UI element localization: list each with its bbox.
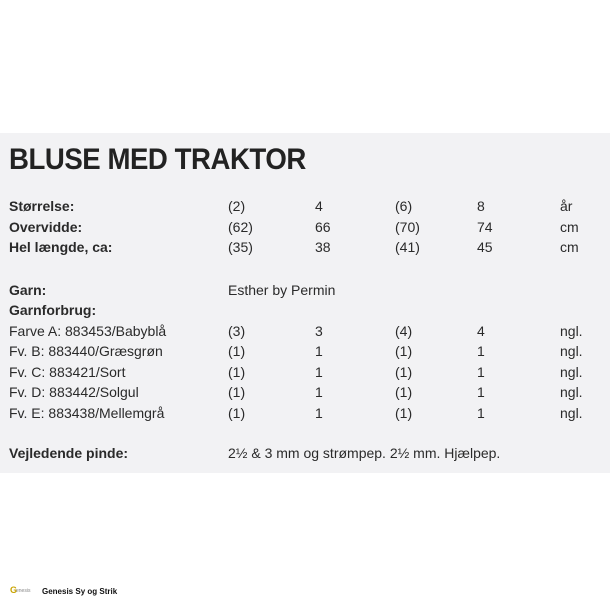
value: 1 [477,364,485,380]
value: 3 [315,323,323,339]
yarn-consumption-heading [0,300,610,320]
value: 45 [477,239,493,255]
value: (1) [228,405,246,421]
value: (1) [395,364,413,380]
value: (1) [395,405,413,421]
brand-name: Genesis Sy og Strik [42,586,118,596]
yarn-value: Esther by Permin [228,282,336,298]
row-label: Fv. D: 883442/Solgul [9,384,139,400]
value: 4 [315,198,323,214]
needles-row [0,443,610,463]
value: 1 [477,405,485,421]
value: 1 [315,384,323,400]
color-row [0,362,610,382]
value: 1 [315,364,323,380]
value: (1) [228,384,246,400]
unit: år [560,198,573,214]
row-label: Garn: [9,282,47,298]
row-label: Fv. C: 883421/Sort [9,364,126,380]
row-label: Vejledende pinde: [9,445,129,461]
yarn-row [0,280,610,300]
length-row [0,237,610,257]
unit: ngl. [560,384,583,400]
row-label: Størrelse: [9,198,75,214]
value: 38 [315,239,331,255]
value: 1 [315,343,323,359]
value: (1) [395,384,413,400]
value: (4) [395,323,413,339]
value: (2) [228,198,246,214]
value: (70) [395,219,420,235]
value: 74 [477,219,493,235]
needles-value: 2½ & 3 mm og strømpep. 2½ mm. Hjælpep. [228,445,501,461]
size-row [0,196,610,216]
value: (1) [228,364,246,380]
row-label: Hel længde, ca: [9,239,113,255]
color-row [0,403,610,423]
genesis-logo-icon: G enesis [10,584,31,595]
unit: ngl. [560,405,583,421]
value: (35) [228,239,253,255]
row-label: Overvidde: [9,219,83,235]
row-label: Fv. B: 883440/Græsgrøn [9,343,163,359]
value: 66 [315,219,331,235]
value: 4 [477,323,485,339]
pattern-title: BLUSE MED TRAKTOR [9,143,306,176]
color-row [0,382,610,402]
value: 1 [477,384,485,400]
value: 1 [315,405,323,421]
color-row [0,321,610,341]
unit: ngl. [560,364,583,380]
value: (1) [228,343,246,359]
value: (1) [395,343,413,359]
unit: ngl. [560,323,583,339]
unit: ngl. [560,343,583,359]
row-label: Garnforbrug: [9,302,97,318]
row-label: Farve A: 883453/Babyblå [9,323,167,339]
unit: cm [560,219,579,235]
chest-width-row [0,217,610,237]
footer-brand [10,584,117,598]
value: (62) [228,219,253,235]
color-row [0,341,610,361]
value: 8 [477,198,485,214]
value: (6) [395,198,413,214]
value: 1 [477,343,485,359]
unit: cm [560,239,579,255]
row-label: Fv. E: 883438/Mellemgrå [9,405,165,421]
value: (3) [228,323,246,339]
value: (41) [395,239,420,255]
